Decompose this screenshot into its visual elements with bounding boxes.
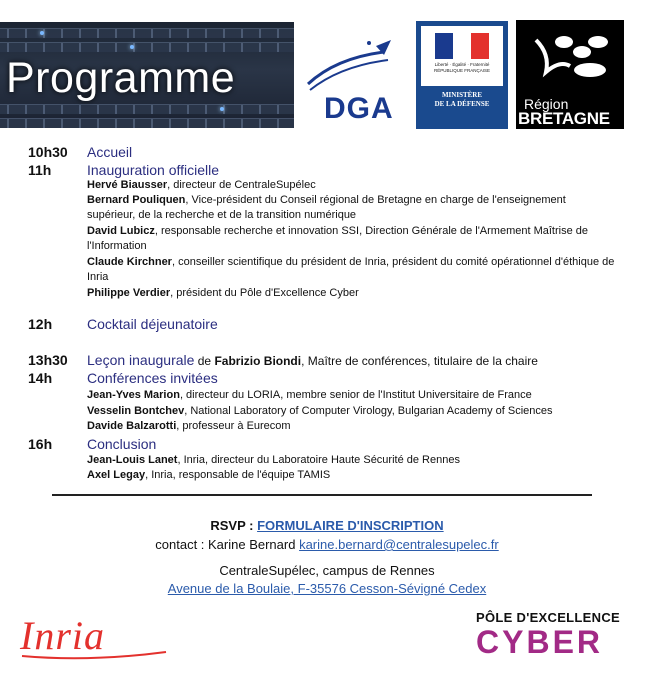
lecon-speaker-desc: , Maître de conférences, titulaire de la chaire	[301, 354, 538, 368]
dga-logo-text: DGA	[324, 92, 394, 125]
registration-form-link[interactable]: FORMULAIRE D'INSCRIPTION	[257, 518, 444, 533]
speaker-desc: , président du Pôle d'Excellence Cyber	[170, 287, 359, 299]
rsvp-label: RSVP :	[210, 518, 258, 533]
session-title-conferences: Conférences invitées	[87, 370, 218, 386]
french-flag-icon	[435, 33, 489, 59]
lecon-de: de	[194, 354, 215, 368]
speaker-desc: , directeur du LORIA, membre senior de l'Institut Universitaire de France	[179, 389, 532, 401]
session-title-accueil: Accueil	[87, 144, 133, 160]
time-16h: 16h	[28, 436, 53, 452]
campus-name: CentraleSupélec, campus de Rennes	[219, 563, 435, 578]
lecon-speaker-name: Fabrizio Biondi	[214, 354, 302, 368]
speaker-entry	[87, 224, 617, 254]
cyber-logo: CYBER	[476, 624, 604, 660]
speaker-name: Hervé Biausser	[87, 179, 168, 191]
session-title-inauguration: Inauguration officielle	[87, 162, 220, 178]
speaker-desc: , professeur à Eurecom	[176, 420, 291, 432]
divider	[52, 494, 592, 496]
speaker-entry	[87, 453, 617, 468]
speaker-entry	[87, 286, 617, 301]
time-10h30: 10h30	[28, 144, 68, 160]
speaker-name: Axel Legay	[87, 469, 146, 481]
speaker-name: David Lubicz	[87, 225, 155, 237]
session-title-conclusion: Conclusion	[87, 436, 157, 452]
speaker-entry	[87, 419, 617, 434]
session-title-cocktail: Cocktail déjeunatoire	[87, 316, 218, 332]
bretagne-line1: Région	[524, 96, 569, 112]
bretagne-line2: BRETAGNE	[518, 109, 610, 128]
speaker-name: Philippe Verdier	[87, 287, 171, 299]
speaker-desc: , Vice-président du Conseil régional de Bretagne en charge de l'enseignement supérieur, de la recherche et de la transition numérique	[87, 194, 566, 221]
speaker-entry	[87, 193, 617, 223]
banner-title: Programme	[6, 54, 236, 102]
speaker-desc: , directeur de CentraleSupélec	[167, 179, 316, 191]
speaker-entry	[87, 388, 617, 403]
speaker-desc: , Inria, responsable de l'équipe TAMIS	[145, 469, 331, 481]
speaker-entry	[87, 178, 617, 193]
speaker-desc: , conseiller scientifique du président de Inria, président du comité opérationnel d'éthique de Inria	[87, 256, 615, 283]
speaker-desc: , National Laboratory of Computer Virology, Bulgarian Academy of Sciences	[184, 405, 553, 417]
lecon-title: Leçon inaugurale	[87, 352, 195, 368]
region-bretagne-logo	[516, 20, 624, 129]
contact-line	[0, 537, 654, 552]
speaker-entry	[87, 255, 617, 285]
speaker-desc: , Inria, directeur du Laboratoire Haute Sécurité de Rennes	[177, 454, 460, 466]
time-12h: 12h	[28, 316, 53, 332]
time-14h: 14h	[28, 370, 53, 386]
contact-email-link[interactable]: karine.bernard@centralesupelec.fr	[299, 537, 499, 552]
speaker-entry	[87, 404, 617, 419]
hermine-icon	[516, 20, 624, 96]
speaker-name: Vesselin Bontchev	[87, 405, 185, 417]
speaker-name: Davide Balzarotti	[87, 420, 177, 432]
speaker-name: Bernard Pouliquen	[87, 194, 186, 206]
speaker-name: Jean-Louis Lanet	[87, 454, 178, 466]
dga-logo	[296, 22, 408, 128]
pole-excellence-label: PÔLE D'EXCELLENCE	[476, 610, 620, 625]
speaker-name: Jean-Yves Marion	[87, 389, 180, 401]
speaker-entry	[87, 468, 617, 483]
session-title-lecon	[87, 352, 538, 368]
contact-label: contact : Karine Bernard	[155, 537, 300, 552]
ministere-line1: MINISTÈRE	[441, 91, 483, 99]
inria-logo: Inria	[20, 613, 105, 658]
time-11h: 11h	[28, 162, 52, 178]
address-link[interactable]: Avenue de la Boulaie, F-35576 Cesson-Sévigné Cedex	[167, 581, 487, 596]
inria-swoosh-icon	[20, 648, 168, 662]
republique-francaise: RÉPUBLIQUE FRANÇAISE	[433, 68, 490, 73]
republique-motto: Liberté · Égalité · Fraternité	[434, 62, 490, 67]
rsvp-line	[0, 518, 654, 533]
ministere-line2: DE LA DÉFENSE	[434, 100, 490, 108]
speaker-name: Claude Kirchner	[87, 256, 172, 268]
speaker-desc: , responsable recherche et innovation SSI, Direction Générale de l'Armement Maîtrise de l'Information	[87, 225, 588, 252]
ministere-defense-logo	[416, 21, 508, 129]
time-13h30: 13h30	[28, 352, 68, 368]
programme-banner	[0, 22, 294, 128]
